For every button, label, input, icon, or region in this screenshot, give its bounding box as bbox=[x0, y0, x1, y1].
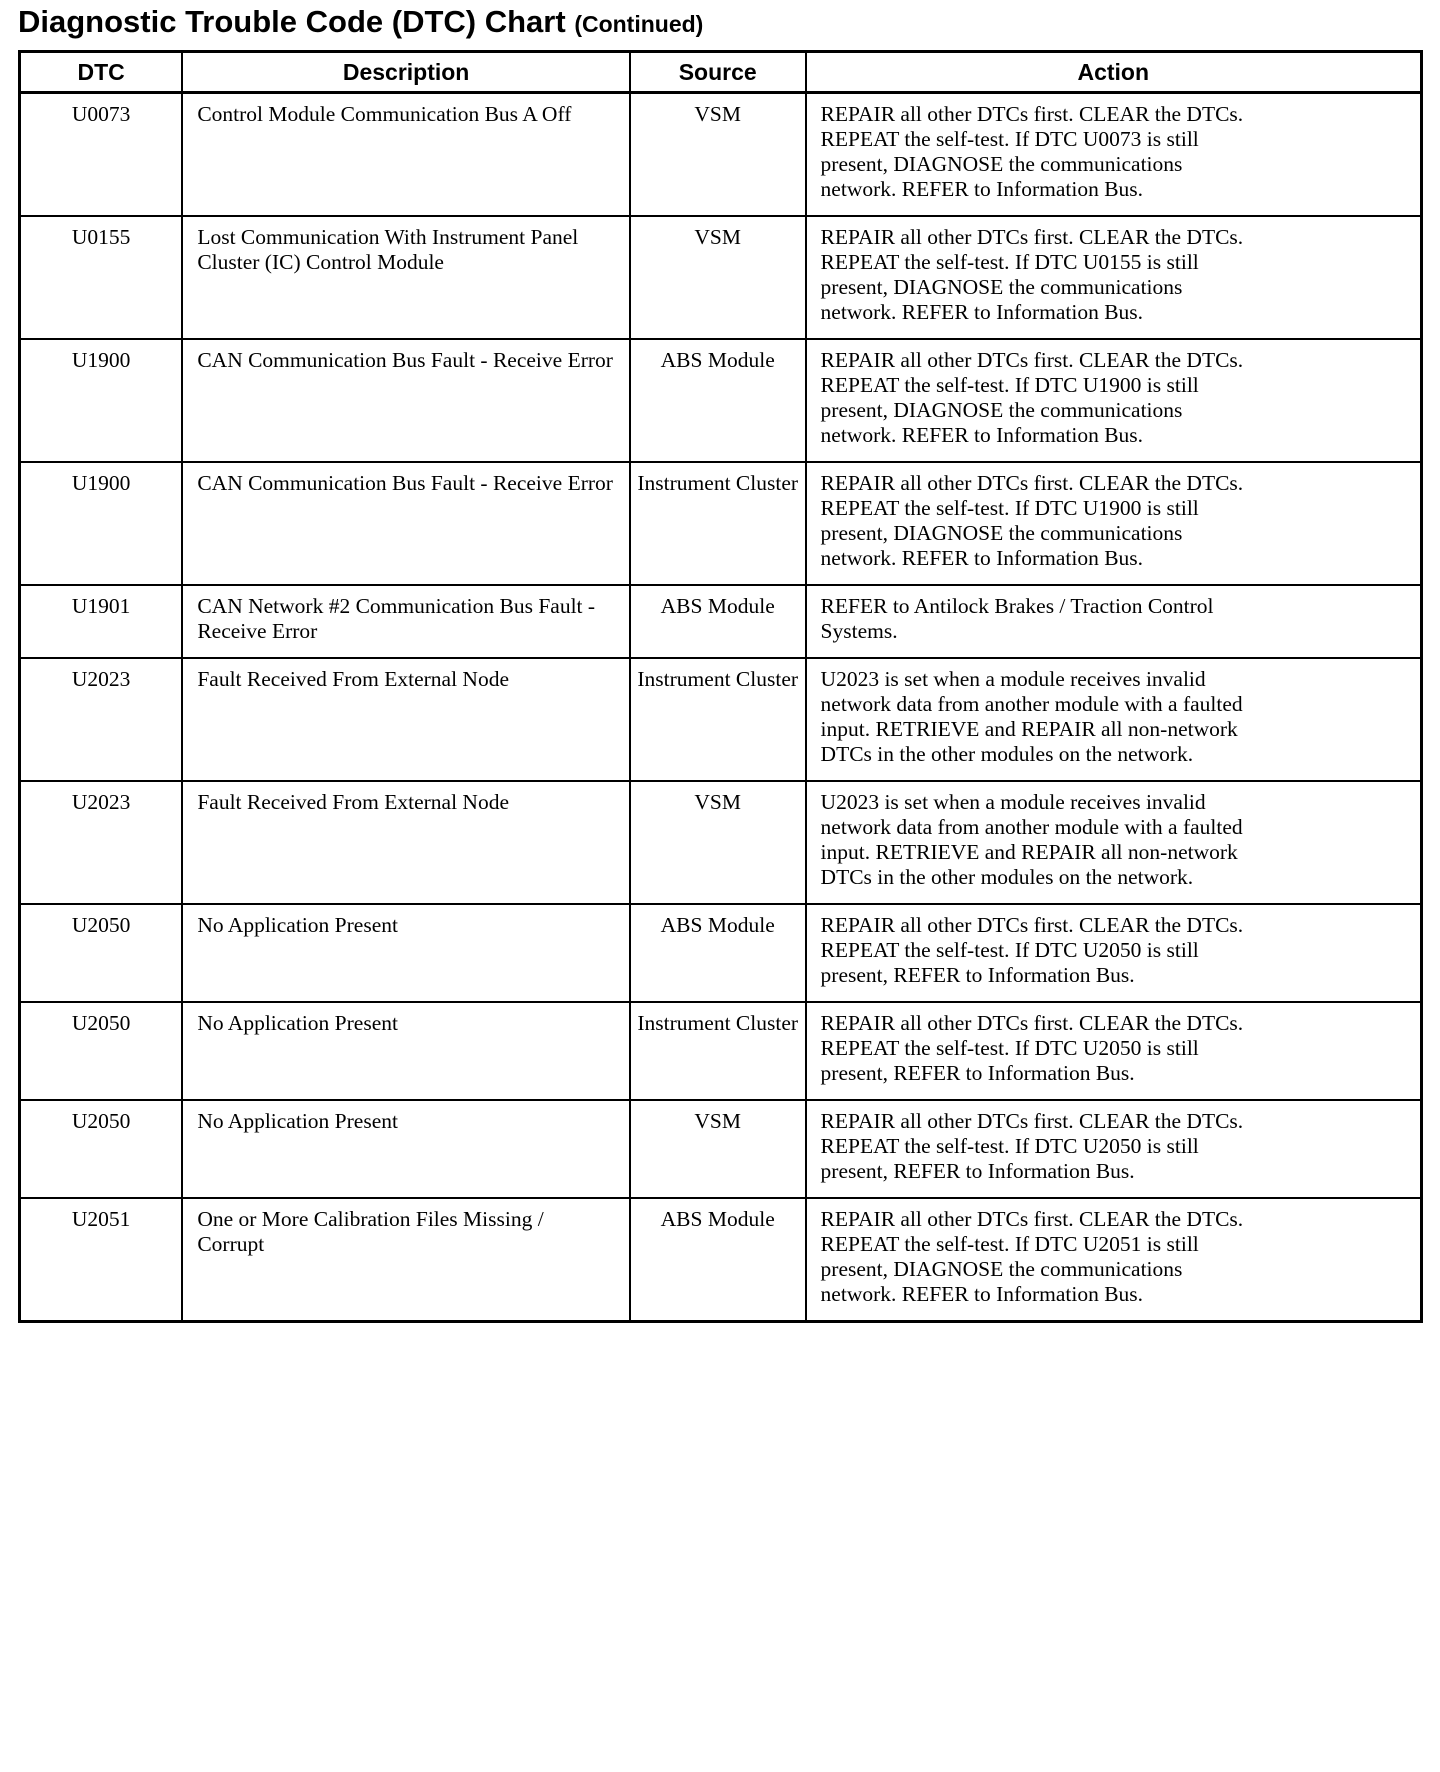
dtc-table-head bbox=[20, 52, 1422, 93]
action-cell-text: REPAIR all other DTCs first. CLEAR the DTCs. REPEAT the self-test. If DTC U2050 is still present, REFER to Information Bus. bbox=[820, 1011, 1244, 1085]
action-cell-text: U2023 is set when a module receives invalid network data from another module with a faulted input. RETRIEVE and REPAIR all non-network DTCs in the other modules on the network. bbox=[820, 667, 1243, 766]
table-row bbox=[20, 781, 1422, 904]
description-cell bbox=[182, 585, 630, 658]
description-cell-text: Lost Communication With Instrument Panel Cluster (IC) Control Module bbox=[197, 225, 579, 274]
dtc-code-cell: U2050 bbox=[20, 904, 183, 1002]
dtc-table-body bbox=[20, 93, 1422, 1322]
description-cell bbox=[182, 462, 630, 585]
action-cell-text: REPAIR all other DTCs first. CLEAR the DTCs. REPEAT the self-test. If DTC U1900 is still present, DIAGNOSE the communications network. REFER to Information Bus. bbox=[820, 471, 1244, 570]
action-cell-text: REPAIR all other DTCs first. CLEAR the DTCs. REPEAT the self-test. If DTC U0155 is still present, DIAGNOSE the communications network. REFER to Information Bus. bbox=[820, 225, 1244, 324]
description-cell-text: No Application Present bbox=[197, 1109, 398, 1133]
description-cell-text: Fault Received From External Node bbox=[197, 790, 509, 814]
description-cell-text: Fault Received From External Node bbox=[197, 667, 509, 691]
table-row bbox=[20, 93, 1422, 217]
description-cell-text: One or More Calibration Files Missing / Corrupt bbox=[197, 1207, 544, 1256]
table-row bbox=[20, 216, 1422, 339]
dtc-code-cell: U1901 bbox=[20, 585, 183, 658]
action-cell bbox=[806, 904, 1422, 1002]
description-cell-text: CAN Network #2 Communication Bus Fault - Receive Error bbox=[197, 594, 596, 643]
description-cell bbox=[182, 216, 630, 339]
action-cell bbox=[806, 781, 1422, 904]
description-cell bbox=[182, 1100, 630, 1198]
action-cell bbox=[806, 93, 1422, 217]
action-cell bbox=[806, 462, 1422, 585]
action-cell-text: REFER to Antilock Brakes / Traction Control Systems. bbox=[820, 594, 1214, 643]
description-cell-text: No Application Present bbox=[197, 1011, 398, 1035]
action-cell-text: U2023 is set when a module receives invalid network data from another module with a faulted input. RETRIEVE and REPAIR all non-network DTCs in the other modules on the network. bbox=[820, 790, 1243, 889]
action-cell bbox=[806, 1002, 1422, 1100]
table-row bbox=[20, 1002, 1422, 1100]
source-cell: ABS Module bbox=[630, 904, 806, 1002]
action-cell bbox=[806, 1100, 1422, 1198]
table-row bbox=[20, 1198, 1422, 1322]
dtc-code-cell: U2023 bbox=[20, 781, 183, 904]
source-cell: Instrument Cluster bbox=[630, 658, 806, 781]
table-row bbox=[20, 585, 1422, 658]
description-cell bbox=[182, 339, 630, 462]
description-cell bbox=[182, 904, 630, 1002]
description-cell bbox=[182, 658, 630, 781]
action-cell bbox=[806, 1198, 1422, 1322]
page-title-continued: (Continued) bbox=[574, 11, 704, 37]
source-cell: Instrument Cluster bbox=[630, 462, 806, 585]
action-cell bbox=[806, 216, 1422, 339]
dtc-table bbox=[18, 50, 1423, 1323]
description-cell bbox=[182, 781, 630, 904]
action-cell-text: REPAIR all other DTCs first. CLEAR the DTCs. REPEAT the self-test. If DTC U2050 is still present, REFER to Information Bus. bbox=[820, 913, 1244, 987]
source-cell: VSM bbox=[630, 93, 806, 217]
dtc-code-cell: U0155 bbox=[20, 216, 183, 339]
header-row bbox=[20, 52, 1422, 93]
page-title-main: Diagnostic Trouble Code (DTC) Chart bbox=[18, 4, 566, 39]
description-cell bbox=[182, 1002, 630, 1100]
source-cell: VSM bbox=[630, 1100, 806, 1198]
dtc-code-cell: U0073 bbox=[20, 93, 183, 217]
description-cell-text: CAN Communication Bus Fault - Receive Error bbox=[197, 471, 613, 495]
table-row bbox=[20, 658, 1422, 781]
action-cell-text: REPAIR all other DTCs first. CLEAR the DTCs. REPEAT the self-test. If DTC U2051 is still present, DIAGNOSE the communications network. REFER to Information Bus. bbox=[820, 1207, 1244, 1306]
header-dtc: DTC bbox=[20, 52, 183, 93]
source-cell: Instrument Cluster bbox=[630, 1002, 806, 1100]
action-cell-text: REPAIR all other DTCs first. CLEAR the DTCs. REPEAT the self-test. If DTC U0073 is still present, DIAGNOSE the communications network. REFER to Information Bus. bbox=[820, 102, 1244, 201]
source-cell: ABS Module bbox=[630, 1198, 806, 1322]
description-cell-text: Control Module Communication Bus A Off bbox=[197, 102, 572, 126]
table-row bbox=[20, 904, 1422, 1002]
source-cell: VSM bbox=[630, 216, 806, 339]
dtc-code-cell: U2023 bbox=[20, 658, 183, 781]
dtc-code-cell: U2050 bbox=[20, 1002, 183, 1100]
header-action: Action bbox=[806, 52, 1422, 93]
header-source: Source bbox=[630, 52, 806, 93]
action-cell bbox=[806, 585, 1422, 658]
description-cell bbox=[182, 1198, 630, 1322]
table-row bbox=[20, 1100, 1422, 1198]
description-cell-text: CAN Communication Bus Fault - Receive Error bbox=[197, 348, 613, 372]
header-description: Description bbox=[182, 52, 630, 93]
page-title bbox=[18, 4, 1423, 42]
table-row bbox=[20, 339, 1422, 462]
source-cell: ABS Module bbox=[630, 585, 806, 658]
description-cell bbox=[182, 93, 630, 217]
source-cell: ABS Module bbox=[630, 339, 806, 462]
description-cell-text: No Application Present bbox=[197, 913, 398, 937]
dtc-code-cell: U2051 bbox=[20, 1198, 183, 1322]
action-cell-text: REPAIR all other DTCs first. CLEAR the DTCs. REPEAT the self-test. If DTC U1900 is still present, DIAGNOSE the communications network. REFER to Information Bus. bbox=[820, 348, 1244, 447]
table-row bbox=[20, 462, 1422, 585]
action-cell bbox=[806, 658, 1422, 781]
action-cell-text: REPAIR all other DTCs first. CLEAR the DTCs. REPEAT the self-test. If DTC U2050 is still present, REFER to Information Bus. bbox=[820, 1109, 1244, 1183]
source-cell: VSM bbox=[630, 781, 806, 904]
dtc-code-cell: U1900 bbox=[20, 339, 183, 462]
dtc-code-cell: U2050 bbox=[20, 1100, 183, 1198]
dtc-code-cell: U1900 bbox=[20, 462, 183, 585]
action-cell bbox=[806, 339, 1422, 462]
